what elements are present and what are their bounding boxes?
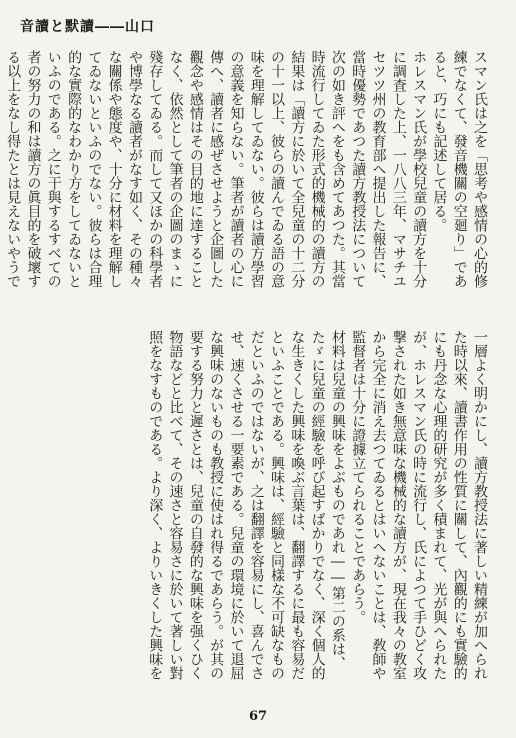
body-text-lower: 一層よく明かにし、讀方教授法に著しい精練が加へられた時以來、讀書作用の性質に關して、內觀的にも實驗的にも丹念な心理的研究が多く積まれて、光が與へられたが、ホレスマン氏の時に流行し、氏によつて手ひどく攻撃された如き無意味な機械的な讀方が、現在我々の教室から完全に消え去つてゐるとはいへないことは、敎師や監督者は十分に證據立てられることであらう。 材料は兒童の興味をよぶものであれ――第二の系は、たゞに兒童の經驗を呼び起すばかりでなく、深く個人的な生きくした興味を喚ぶ言葉は、翻譯するに最も容易だといふことである。興味は、經驗と同樣な不可缺なものだといふのではないが、之は翻譯を容易にし、喜んでさせ、速くさせる一要素である。兒童の環境に於いて退屈な興味のないものも教授に使はれ得るであらう。が其の要する努力と遲さとは、兒童の自發的な興味を强くひく物語などと比べて、その速さと容易さに於いて著しい對照をなすものである。より深く、よりいきくした興味を [147,330,488,680]
body-text-upper: スマン氏は之を「思考や感情の心的修練でなくて、發音機關の空廻り」であると、巧にも記述して居る。 ホレスマン氏が學校兒童の讀方を十分に調査した上、一八八三年、マサチユセツツ州の教育部へ提出した報告に、當時優勢であつた讀方教授法について次の如き評へをも含めてあつた。其當時流行してゐた形式的機械的の讀方の結果は「讀方に於いて全兒童の十二分の十一以上、彼らの讀んでゐる語の意味を理解してゐない。彼らは讀方學習の意義を知らない。筆者が讀者の心に傳へ、讀者に感ぜさせようと企圖した觀念や感情はその目的地に達することなく、依然として筆者の企圖のまゝに殘存してゐる。而して又ほかの科學者や博學なる讀者がなす如く、その種々な關係や態度や、十分に材料を理解してゐないといふのでない。彼らは合理的な實際的なわかり方をしてゐないといふのである。之に干與するすべての者の努力の和は讀方の眞目的を破壞する以上をなし得たとは見えないやうで [5,50,488,288]
page-number: 67 [248,709,268,724]
running-header: 音讀と默讀――山口 [20,19,155,35]
